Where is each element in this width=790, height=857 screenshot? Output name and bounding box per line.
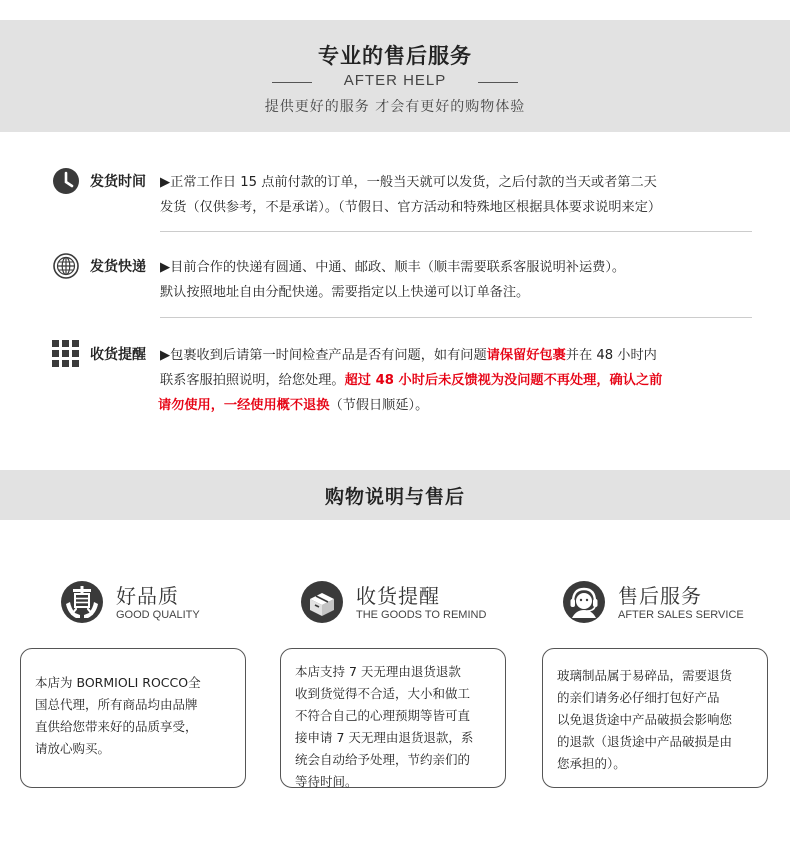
text-normal: 联系客服拍照说明，给您处理。	[160, 373, 345, 388]
card-line: 的亲们请务必仔细打包好产品	[557, 690, 720, 705]
text-highlight: 超过 48 小时后未反馈视为没问题不再处理，确认之前	[344, 373, 663, 388]
divider	[160, 231, 752, 232]
card-line: 玻璃制品属于易碎品，需要退货	[557, 668, 733, 683]
policy-line	[160, 343, 760, 368]
policy-text	[160, 343, 760, 418]
globe-icon	[52, 252, 80, 280]
policy-text	[160, 255, 760, 305]
subtitle-row	[0, 72, 790, 92]
card-line: 您承担的）。	[557, 756, 626, 771]
card-line: 的退款（退货途中产品破损是由	[557, 734, 733, 749]
policy-label: 收货提醒	[90, 347, 146, 363]
policy-line	[160, 368, 760, 393]
feature-subtitle: AFTER SALES SERVICE	[618, 609, 744, 621]
card-line: 本店为 BORMIOLI ROCCO全	[35, 675, 201, 690]
subtitle: AFTER HELP	[343, 72, 447, 89]
policy-line: 发货（仅供参考，不是承诺）。（节假日、官方活动和特殊地区根据具体要求说明来定）	[160, 200, 662, 215]
feature-title: 售后服务	[618, 584, 702, 608]
quality-seal-icon	[60, 580, 104, 624]
card-text	[295, 661, 495, 793]
info-card-goods-remind	[280, 648, 506, 788]
card-line: 不符合自己的心理预期等皆可直	[295, 708, 471, 723]
tagline: 提供更好的服务 才会有更好的购物体验	[264, 99, 526, 115]
policy-line: 默认按照地址自由分配快递。需要指定以上快递可以订单备注。	[160, 285, 530, 300]
grid-icon	[52, 340, 80, 368]
section-title: 购物说明与售后	[324, 486, 465, 508]
info-card-quality	[20, 648, 246, 788]
policy-line: ▶目前合作的快递有圆通、中通、邮政、顺丰（顺丰需要联系客服说明补运费）。	[160, 260, 626, 275]
card-line: 统会自动给予处理，节约亲们的	[295, 752, 471, 767]
card-line: 等待时间。	[295, 774, 358, 789]
text-normal: ▶包裹收到后请第一时间检查产品是否有问题，如有问题	[160, 348, 487, 363]
card-line: 以免退货途中产品破损会影响您	[557, 712, 733, 727]
policy-line	[158, 393, 760, 418]
policy-label: 发货时间	[90, 174, 146, 190]
package-icon	[300, 580, 344, 624]
card-line: 国总代理，所有商品均由品牌	[35, 697, 198, 712]
policy-line: ▶正常工作日 15 点前付款的订单，一般当天就可以发货，之后付款的当天或者第二天	[160, 175, 657, 190]
subtitle-right-rule	[478, 82, 518, 83]
card-text	[557, 665, 757, 775]
card-line: 直供给您带来好的品质享受，	[35, 719, 198, 734]
headset-agent-icon	[562, 580, 606, 624]
policy-label: 发货快递	[90, 259, 146, 275]
divider	[160, 317, 752, 318]
text-normal: 并在 48 小时内	[565, 348, 657, 363]
feature-title: 收货提醒	[356, 584, 440, 608]
page-title: 专业的售后服务	[318, 44, 472, 68]
info-card-after-sales	[542, 648, 768, 788]
policy-text	[160, 170, 760, 220]
feature-subtitle: GOOD QUALITY	[116, 609, 200, 621]
text-highlight: 请保留好包裹	[486, 348, 566, 363]
text-highlight: 请勿使用，一经使用概不退换	[158, 398, 330, 413]
text-normal: （节假日顺延）。	[329, 398, 429, 413]
card-line: 收到货觉得不合适，大小和做工	[295, 686, 471, 701]
card-text	[35, 672, 235, 760]
card-line: 接申请 7 天无理由退货退款，系	[295, 730, 474, 745]
section-band	[0, 470, 790, 520]
card-line: 请放心购买。	[35, 741, 111, 756]
card-line: 本店支持 7 天无理由退货退款	[295, 664, 461, 679]
feature-title: 好品质	[116, 584, 179, 608]
feature-subtitle: THE GOODS TO REMIND	[356, 609, 487, 621]
clock-icon	[52, 167, 80, 195]
